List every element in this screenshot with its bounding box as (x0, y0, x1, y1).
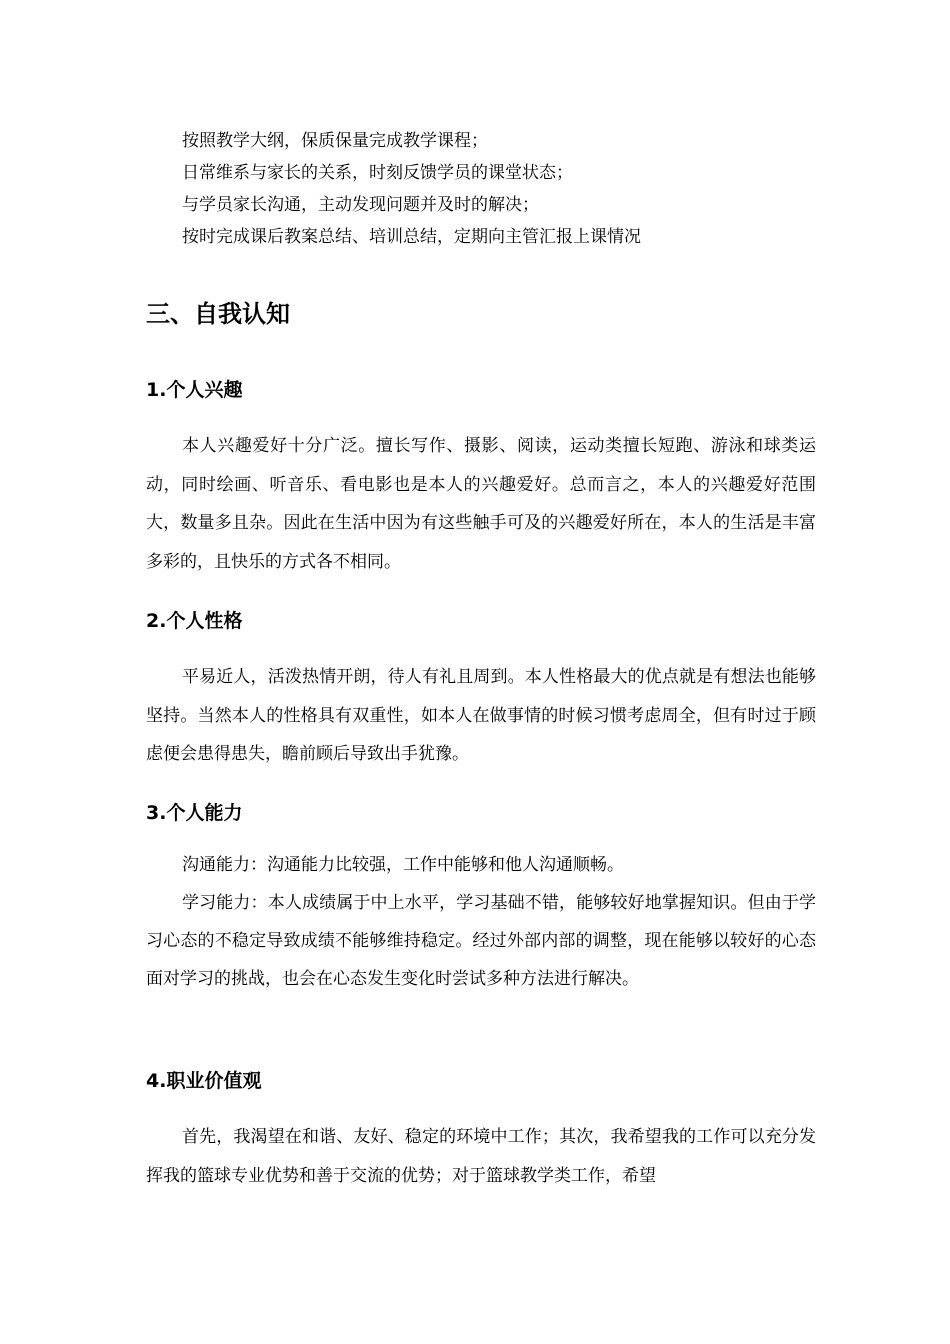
paragraph-personal-personality: 平易近人，活泼热情开朗，待人有礼且周到。本人性格最大的优点就是有想法也能够坚持。当然本人的性格具有双重性，如本人在做事情的时候习惯考虑周全，但有时过于顾虑便会患得患失，瞻前顾后导致出手犹豫。 (146, 667, 816, 764)
paragraph-career-values: 首先，我渴望在和谐、友好、稳定的环境中工作；其次，我希望我的工作可以充分发挥我的篮球专业优势和善于交流的优势；对于篮球教学类工作，希望 (146, 1127, 816, 1186)
paragraph-communication-ability: 沟通能力：沟通能力比较强，工作中能够和他人沟通顺畅。 (182, 855, 624, 875)
section-title-self-awareness: 三、自我认知 (146, 300, 290, 328)
paragraph-personal-interest: 本人兴趣爱好十分广泛。擅长写作、摄影、阅读，运动类擅长短跑、游泳和球类运动，同时绘画、听音乐、看电影也是本人的兴趣爱好。总而言之，本人的兴趣爱好范围大，数量多且杂。因此在生活中因为有这些触手可及的兴趣爱好所在，本人的生活是丰富多彩的，且快乐的方式各不相同。 (146, 436, 816, 572)
heading-personal-ability: 3.个人能力 (146, 802, 243, 824)
duties-list (146, 125, 816, 253)
paragraph-learning-ability: 学习能力：本人成绩属于中上水平，学习基础不错，能够较好地掌握知识。但由于学习心态的不稳定导致成绩不能够维持稳定。经过外部内部的调整，现在能够以较好的心态面对学习的挑战，也会在心态发生变化时尝试多种方法进行解决。 (146, 893, 816, 989)
duty-item: 日常维系与家长的关系，时刻反馈学员的课堂状态； (182, 163, 573, 183)
heading-personal-interest: 1.个人兴趣 (146, 379, 243, 401)
duty-item: 按照教学大纲，保质保量完成教学课程； (182, 131, 488, 151)
duty-item: 与学员家长沟通，主动发现问题并及时的解决； (182, 195, 539, 215)
heading-career-values: 4.职业价值观 (146, 1070, 262, 1092)
duty-item: 按时完成课后教案总结、培训总结，定期向主管汇报上课情况 (182, 227, 641, 247)
heading-personal-personality: 2.个人性格 (146, 610, 243, 632)
